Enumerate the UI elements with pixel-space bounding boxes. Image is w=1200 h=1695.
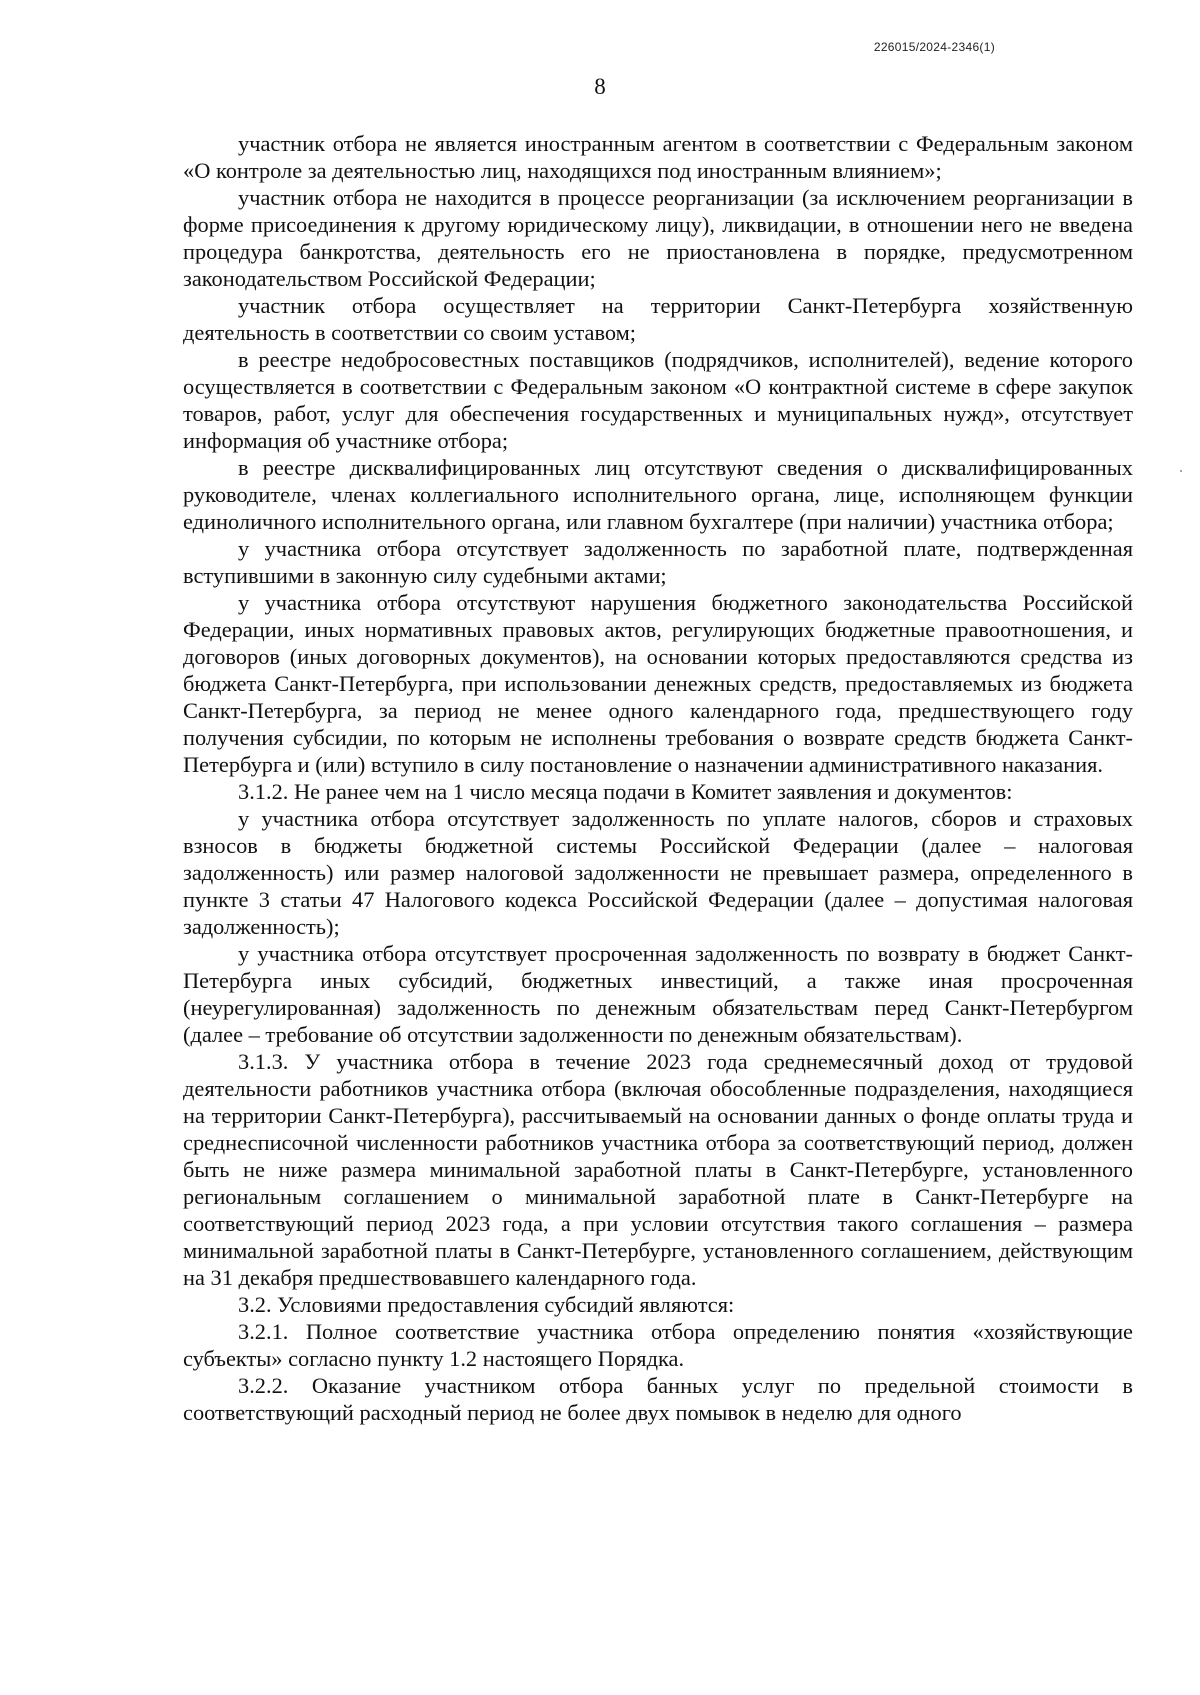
paragraph: 3.2.2. Оказание участником отбора банных услуг по предельной стоимости в соответствующий расходный период не более двух помывок в неделю для одного	[183, 1373, 1133, 1425]
paragraph: у участника отбора отсутствует задолженность по уплате налогов, сборов и страховых взносов в бюджеты бюджетной системы Российской Федерации (далее – налоговая задолженность) или размер налоговой задолженности не превышает размера, определенного в пункте 3 статьи 47 Налогового кодекса Российской Федерации (далее – допустимая налоговая задолженность);	[183, 806, 1133, 939]
paragraph: у участника отбора отсутствуют нарушения бюджетного законодательства Российской Федерации, иных нормативных правовых актов, регулирующих бюджетные правоотношения, и договоров (иных договорных документов), на основании которых предоставляются средства из бюджета Санкт-Петербурга, при использовании денежных средств, предоставляемых из бюджета Санкт-Петербурга, за период не менее одного календарного года, предшествующего году получения субсидии, по которым не исполнены требования о возврате средств бюджета Санкт-Петербурга и (или) вступило в силу постановление о назначении административного наказания.	[183, 590, 1133, 777]
paragraph: 3.1.3. У участника отбора в течение 2023 года среднемесячный доход от трудовой деятельности работников участника отбора (включая обособленные подразделения, находящиеся на территории Санкт-Петербурга), рассчитываемый на основании данных о фонде оплаты труда и среднесписочной численности работников участника отбора за соответствующий период, должен быть не ниже размера минимальной заработной платы в Санкт-Петербурге, установленного региональным соглашением о минимальной заработной плате в Санкт-Петербурге на соответствующий период 2023 года, а при условии отсутствия такого соглашения – размера минимальной заработной платы в Санкт-Петербурге, установленного соглашением, действующим на 31 декабря предшествовавшего календарного года.	[183, 1049, 1133, 1290]
paragraph: у участника отбора отсутствует просроченная задолженность по возврату в бюджет Санкт-Петербурга иных субсидий, бюджетных инвестиций, а также иная просроченная (неурегулированная) задолженность по денежным обязательствам перед Санкт-Петербургом (далее – требование об отсутствии задолженности по денежным обязательствам).	[183, 941, 1133, 1047]
paragraph: у участника отбора отсутствует задолженность по заработной плате, подтвержденная вступившими в законную силу судебными актами;	[183, 536, 1133, 588]
paragraph: в реестре дисквалифицированных лиц отсутствуют сведения о дисквалифицированных руководителе, членах коллегиального исполнительного органа, лице, исполняющем функции единоличного исполнительного органа, или главном бухгалтере (при наличии) участника отбора;	[183, 455, 1133, 534]
document-body	[183, 130, 1133, 1426]
paragraph: 3.2.1. Полное соответствие участника отбора определению понятия «хозяйствующие субъекты» согласно пункту 1.2 настоящего Порядка.	[183, 1319, 1133, 1371]
paragraph: участник отбора не находится в процессе реорганизации (за исключением реорганизации в форме присоединения к другому юридическому лицу), ликвидации, в отношении него не введена процедура банкротства, деятельность его не приостановлена в порядке, предусмотренном законодательством Российской Федерации;	[183, 185, 1133, 291]
paragraph: участник отбора осуществляет на территории Санкт-Петербурга хозяйственную деятельность в соответствии со своим уставом;	[183, 293, 1133, 345]
document-id: 226015/2024-2346(1)	[873, 40, 995, 54]
paragraph: в реестре недобросовестных поставщиков (подрядчиков, исполнителей), ведение которого осуществляется в соответствии с Федеральным законом «О контрактной системе в сфере закупок товаров, работ, услуг для обеспечения государственных и муниципальных нужд», отсутствует информация об участнике отбора;	[183, 347, 1133, 453]
paragraph: 3.2. Условиями предоставления субсидий являются:	[238, 1292, 735, 1317]
paragraph: 3.1.2. Не ранее чем на 1 число месяца подачи в Комитет заявления и документов:	[238, 779, 1013, 804]
scan-speck	[1180, 470, 1182, 472]
page-number: 8	[594, 74, 606, 99]
paragraph: участник отбора не является иностранным агентом в соответствии с Федеральным законом «О контроле за деятельностью лиц, находящихся под иностранным влиянием»;	[183, 131, 1133, 183]
